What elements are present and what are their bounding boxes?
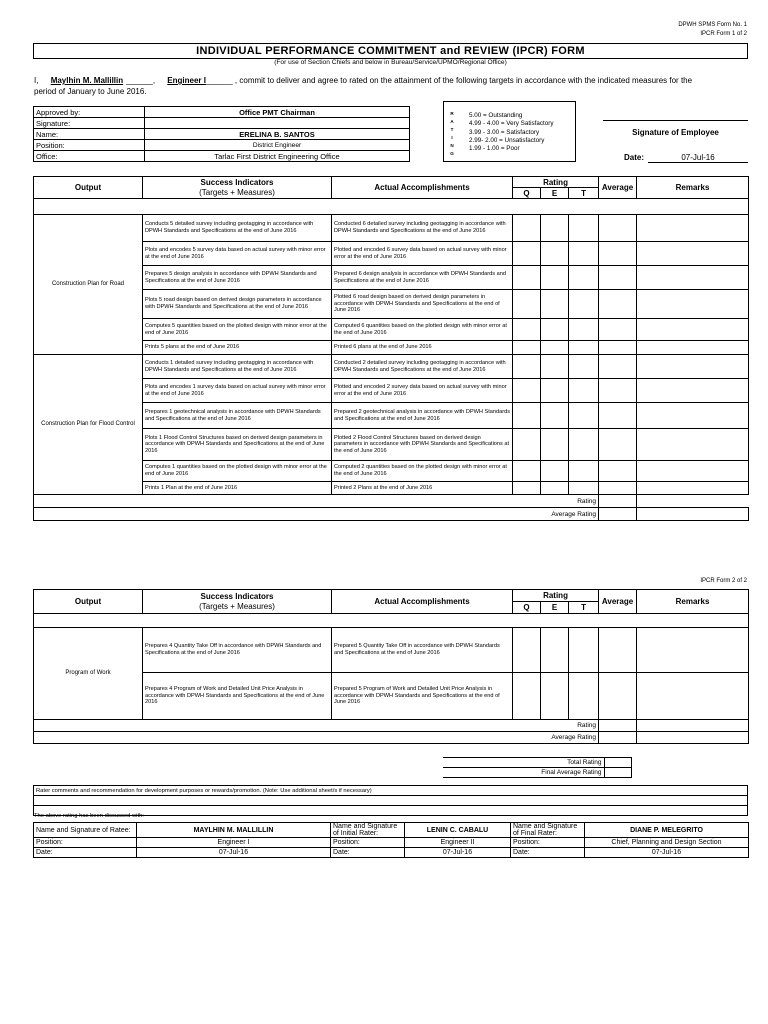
header-si-title: Success Indicators	[200, 591, 274, 601]
aa-cell: Prepared 5 Program of Work and Detailed Unit Price Analysis in accordance with DPWH Standards and Specifications at the end of June 2016	[332, 673, 513, 720]
header-output: Output	[34, 590, 143, 614]
signature-field	[145, 118, 410, 129]
aa-cell: Prepared 6 design analysis in accordance with DPWH Standards and Specifications at the end of June 2016	[332, 266, 513, 290]
output-program-of-work: Program of Work	[34, 628, 143, 720]
initial-rater-position: Engineer II	[405, 838, 511, 848]
name-label: Name:	[34, 129, 145, 140]
header-rating: Rating	[513, 590, 599, 602]
approver-office: Tarlac First District Engineering Office	[145, 151, 410, 162]
output-flood-control: Construction Plan for Flood Control	[34, 355, 143, 495]
position-label: Position:	[331, 838, 405, 848]
form-number: DPWH SPMS Form No. 1	[678, 22, 747, 28]
form-title: INDIVIDUAL PERFORMANCE COMMITMENT and REVIEW (IPCR) FORM	[33, 43, 748, 59]
rating-letter: T	[450, 127, 454, 132]
ipcr-table-1	[33, 176, 749, 521]
comments-line[interactable]	[34, 796, 748, 806]
final-average-rating-label: Final Average Rating	[443, 768, 604, 778]
employee-date: 07-Jul-16	[648, 153, 748, 163]
rating-letter: I	[451, 135, 453, 140]
ratee-date: 07-Jul-16	[137, 848, 331, 858]
aa-cell: Plotted 6 road design based on derived design parameters in accordance with DPWH Standards and Specifications at the end of June 2016	[332, 290, 513, 319]
rating-letter: N	[450, 143, 454, 148]
aa-cell: Computed 6 quantities based on the plotted design with minor error at the end of June 2016	[332, 319, 513, 341]
rating-label: Rating	[34, 495, 599, 508]
final-rater-position: Chief, Planning and Design Section	[585, 838, 749, 848]
header-actual-accomplishments: Actual Accomplishments	[332, 177, 513, 199]
header-actual-accomplishments: Actual Accomplishments	[332, 590, 513, 614]
commit-prefix: I,	[34, 76, 39, 85]
average-rating-label: Average Rating	[34, 508, 599, 521]
comments-table	[33, 785, 748, 816]
signatories-table	[33, 822, 749, 858]
aa-cell: Printed 2 Plans at the end of June 2016	[332, 482, 513, 495]
si-cell: Prints 1 Plan at the end of June 2016	[143, 482, 332, 495]
header-average: Average	[599, 177, 637, 199]
header-si-sub: (Targets + Measures)	[199, 601, 275, 611]
employee-name: Maylhin M. Mallillin	[50, 76, 124, 85]
aa-cell: Plotted and encoded 2 survey data based on actual survey with minor error at the end of June 2016	[332, 379, 513, 403]
page-label-2: IPCR Form 2 of 2	[700, 578, 747, 584]
si-cell: Plots 1 Flood Control Structures based on derived design parameters in accordance with DPWH Standards and Specifications at the end of June 2016	[143, 429, 332, 461]
header-t: T	[569, 602, 599, 614]
si-cell: Prints 5 plans at the end of June 2016	[143, 341, 332, 355]
aa-cell: Plotted 2 Flood Control Structures based on derived design parameters in accordance with DPWH Standards and Specifications at the end of June 2016	[332, 429, 513, 461]
approver-name: ERELINA B. SANTOS	[145, 129, 410, 140]
header-rating: Rating	[513, 177, 599, 188]
scale-line: 3.99 - 3.00 = Satisfactory	[469, 128, 540, 136]
aa-cell: Printed 6 plans at the end of June 2016	[332, 341, 513, 355]
rating-side-label	[447, 110, 457, 158]
si-cell: Prepares 4 Quantity Take Off in accordance with DPWH Standards and Specifications at the end of June 2016	[143, 628, 332, 673]
employee-position: Engineer I	[167, 76, 206, 85]
signature-line	[603, 120, 748, 121]
date-label: Date:	[331, 848, 405, 858]
approved-by-label: Approved by:	[34, 107, 145, 118]
form-subtitle: (For use of Section Chiefs and below in Bureau/Service/UPMO/Regional Office)	[274, 59, 507, 66]
spacer-row	[34, 614, 749, 628]
final-rater-date: 07-Jul-16	[585, 848, 749, 858]
discussed-label: The above rating has been discussed with:	[34, 813, 144, 819]
header-q: Q	[513, 602, 541, 614]
signature-label: Signature:	[34, 118, 145, 129]
ratee-name: MAYLHIN M. MALLILLIN	[137, 823, 331, 838]
si-cell: Computes 1 quantities based on the plotted design with minor error at the end of June 2016	[143, 461, 332, 482]
date-label: Date:	[34, 848, 137, 858]
output-road: Construction Plan for Road	[34, 215, 143, 355]
aa-cell: Prepared 2 geotechnical analysis in accordance with DPWH Standards and Specifications at the end of June 2016	[332, 403, 513, 429]
si-cell: Prepares 5 design analysis in accordance with DPWH Standards and Specifications at the end of June 2016	[143, 266, 332, 290]
total-rating-table	[443, 757, 632, 778]
initial-rater-name: LENIN C. CABALU	[405, 823, 511, 838]
header-average: Average	[599, 590, 637, 614]
header-si-title: Success Indicators	[200, 177, 274, 187]
ratee-label: Name and Signature of Ratee:	[34, 823, 137, 838]
header-remarks: Remarks	[637, 177, 749, 199]
rating-letter: R	[450, 111, 454, 116]
employee-date-label: Date:	[624, 153, 645, 162]
commit-period: period of January to June 2016.	[34, 87, 147, 96]
si-cell: Plots and encodes 5 survey data based on actual survey with minor error at the end of June 2016	[143, 242, 332, 266]
spacer-row	[34, 199, 749, 215]
scale-line: 1.99 - 1.00 = Poor	[469, 145, 520, 153]
aa-cell: Computed 2 quantities based on the plotted design with minor error at the end of June 2016	[332, 461, 513, 482]
aa-cell: Conducted 2 detailed survey including geotagging in accordance with DPWH Standards and Specifications at the end of June 2016	[332, 355, 513, 379]
header-e: E	[541, 602, 569, 614]
page-label-1: IPCR Form 1 of 2	[700, 31, 747, 37]
si-cell: Computes 5 quantities based on the plotted design with minor error at the end of June 2016	[143, 319, 332, 341]
position-label: Position:	[34, 140, 145, 151]
si-cell: Conducts 5 detailed survey including geotagging in accordance with DPWH Standards and Specifications at the end of June 2016	[143, 215, 332, 242]
final-rater-name: DIANE P. MELEGRITO	[585, 823, 749, 838]
comments-label: Rater comments and recommendation for development purposes or rewards/promotion. (Note: Use additional sheet/s if necessary)	[34, 786, 748, 796]
approver-position: District Engineer	[145, 140, 410, 151]
aa-cell: Plotted and encoded 6 survey data based on actual survey with minor error at the end of June 2016	[332, 242, 513, 266]
initial-rater-date: 07-Jul-16	[405, 848, 511, 858]
initial-rater-label: Name and Signature of Initial Rater:	[331, 823, 405, 838]
header-t: T	[569, 188, 599, 199]
si-cell: Prepares 4 Program of Work and Detailed Unit Price Analysis in accordance with DPWH Standards and Specifications at the end of June 2016	[143, 673, 332, 720]
si-cell: Conducts 1 detailed survey including geotagging in accordance with DPWH Standards and Specifications at the end of June 2016	[143, 355, 332, 379]
aa-cell: Prepared 5 Quantity Take Off in accordance with DPWH Standards and Specifications at the end of June 2016	[332, 628, 513, 673]
si-cell: Prepares 1 geotechnical analysis in accordance with DPWH Standards and Specifications at the end of June 2016	[143, 403, 332, 429]
rating-letter: G	[450, 151, 454, 156]
header-remarks: Remarks	[637, 590, 749, 614]
position-label: Position:	[34, 838, 137, 848]
rating-scale-lines	[469, 112, 554, 153]
header-output: Output	[34, 177, 143, 199]
scale-line: 4.99 - 4.00 = Very Satisfactory	[469, 120, 554, 128]
header-success-indicators	[143, 590, 332, 614]
commitment-statement: I, Maylhin M. Mallillin ______, Engineer I______ , commit to deliver and agree to rated on the attainment of the following targets in accordance with the indicated measures for the	[34, 76, 693, 85]
scale-line: 5.00 = Outstanding	[469, 112, 523, 119]
office-label: Office:	[34, 151, 145, 162]
si-cell: Plots and encodes 1 survey data based on actual survey with minor error at the end of June 2016	[143, 379, 332, 403]
aa-cell: Conducted 6 detailed survey including geotagging in accordance with DPWH Standards and Specifications at the end of June 2016	[332, 215, 513, 242]
approved-by-value: Office PMT Chairman	[145, 107, 410, 118]
position-label: Position:	[511, 838, 585, 848]
header-e: E	[541, 188, 569, 199]
header-si-sub: (Targets + Measures)	[199, 187, 275, 197]
employee-signature-label: Signature of Employee	[632, 128, 719, 137]
si-cell: Plots 5 road design based on derived design parameters in accordance with DPWH Standards and Specifications at the end of June 2016	[143, 290, 332, 319]
rating-label: Rating	[34, 720, 599, 732]
total-rating-label: Total Rating	[443, 758, 604, 768]
scale-line: 2.99- 2.00 = Unsatisfactory	[469, 136, 545, 144]
average-rating-label: Average Rating	[34, 732, 599, 744]
final-rater-label: Name and Signature of Final Rater:	[511, 823, 585, 838]
ratee-position: Engineer I	[137, 838, 331, 848]
commit-text: , commit to deliver and agree to rated on the attainment of the following targets in accordance with the indicated measures for the	[234, 76, 693, 85]
approval-table	[33, 106, 410, 162]
header-success-indicators	[143, 177, 332, 199]
date-label: Date:	[511, 848, 585, 858]
rating-scale-box	[443, 101, 576, 162]
rating-letter: A	[450, 119, 454, 124]
ipcr-table-2	[33, 589, 749, 744]
header-q: Q	[513, 188, 541, 199]
